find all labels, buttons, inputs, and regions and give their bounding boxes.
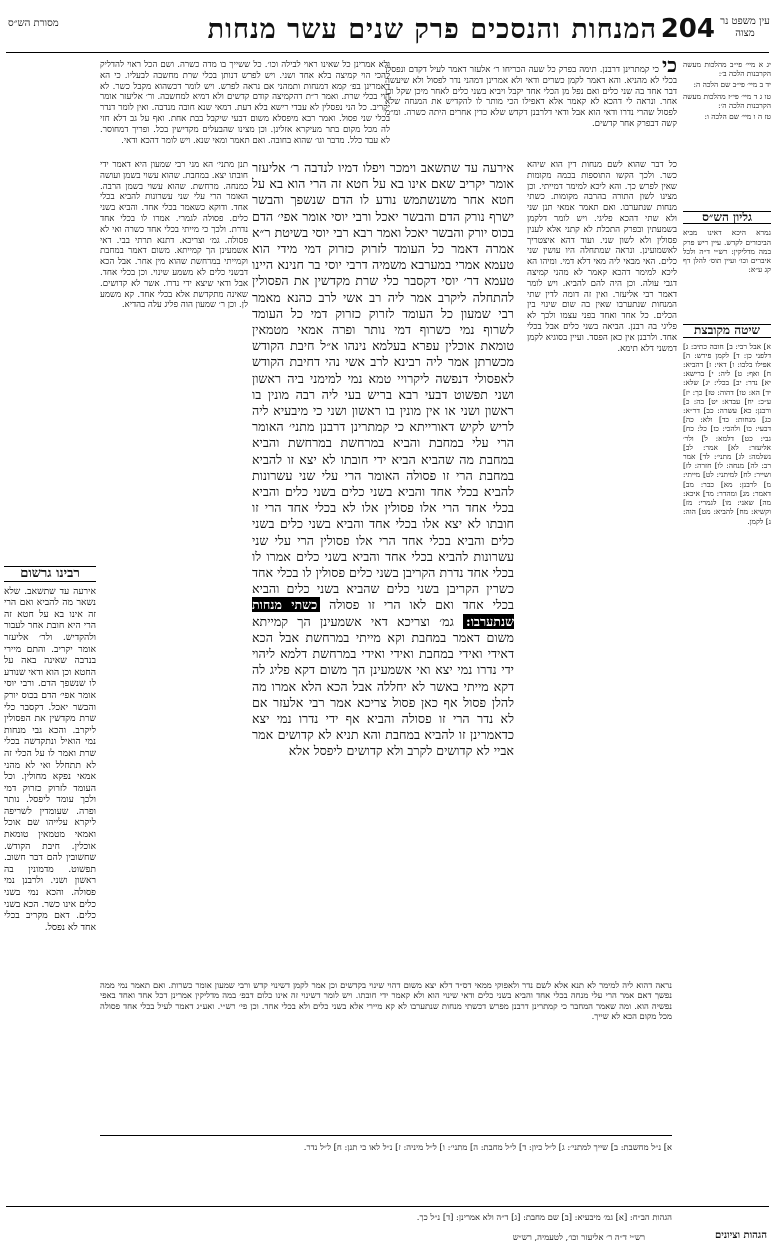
header-rule [6,52,769,53]
tosafot-top-text: כי קמתרינן דרבנן. תימה בפרק כל שעה הכריחו ר׳ אלעזר דאמר לעיל דקדם ונפסלו בכלי לא מהניא. והא דאמר לקמן כשרים ודאי ולא אמרינן דמהני נדר לפסול ולא שיעשה דבר אחד בה שני כלים ואם נפל מן הכלי אחד יקבל ויביא בשני כלים לאחר מיכן שקל וכן אחר. ונראה לי דהכא לא קאמר אלא דאפילו הכי מותר לו להקדיש את המנחה שלא לפסול שהרי נדרו ודאי הוא אבל ודאי דלרבנן דקדש שלא כדין אחרים היתה כשרה. ומ״מ קשה דבפרק אחר קדשים. [385,65,677,129]
ein-mishpat-label: עין משפט נר מצוה [720,16,770,39]
footer-rule [100,1135,672,1136]
gilyon-hashas-heading: גליון הש״ס [683,211,771,224]
hagahot-btf-text: הגהות הב״ח: [א] גמ׳ מיבעיא: [ב] שם מחבת: [ג] ד״ה ולא אמרינן: [ד] נ״ל כך. [416,1212,672,1222]
rabbeinu-gershom-text: אירעה עד שתשאב. שלא נשאר מה להביא ואם הרי זה אינו בא על חטא זה הרי היא חובת אחר לעבור ולהקדיש. ולר׳ אליעזר אומר יקריב. והתם מיירי בנדבה שאינה באה על החטא וכן הוא ודאי שנודע לו שנשפך הדם. ורבי יוסי אומר אפי׳ הדם בכוס יורק והבשר יאכל. דקסבר כלי שרת מקדשין את הפסולין ליקרב. והכא גבי מנחות נמי הואיל ונתקדשה בכלי שרת ואמר לו על הכלי זה לא תתחלל ואי לא מהני אמאי נפקא מחולין. וכל העומד לזרוק כזרוק דמי ולכך עומד ליפסל. נותר ופרה. שעומדין לשריפה ליקרא עלייהו שם אוכל ואמאי מטמאין טומאת אוכלין. חיבת הקודש. שחשובין להם דבר חשוב. תפשוט. מדמונין בה ראשון ושני. ולרבנן נמי פסולה. והכא נמי בשני כלים אינו כשר. הכא בשני כלים. דאם מקריב בכלי אחד לא נפסל. [4,585,96,933]
main-gemara-text: אירעה עד שתשאב וימכר ויפלו דמיו לנדבה ר׳ אליעזר אומר יקריב שאם אינו בא על חטא זה הרי הוא בא על חטא אחר משנשתמש נודע לו הדם שנשפך והבשר ישרף נורק הדם והבשר יאכל ורבי יוסי אומר אפי׳ הדם בכוס יורק והבשר יאכל ואמר רבא רבי יוסי בשיטת ר״א אמרה דאמר כל העומד לזרוק כזרוק דמי מידי הוא טעמא אמרי במערבא משמיה דרבי יוסי בר חנינא היינו טעמא דר׳ יוסי דקסבר כלי שרת מקדשין את הפסולין להתחלה ליקרב אמר ליה רב אשי לרב כהנא מאמר רבי שמעון כל העומד לזרוק כזרוק דמי כל העומד לשרוף נמי כשרוף דמי נותר ופרה אמאי מטמאין טומאת אוכלין עפרא בעלמא נינהו א״ל חיבת הקודש מכשרתן אמר ליה רבינא לרב אשי נהי דחיבת הקודש לאפסולי דנפשה ליקרויי טמא נמי למימני ביה ראשון ושני תפשוט דבעי רבא בריש בעי ליה רבה מונין בו ראשון ושני או אין מונין בו ראשון ושני כי מיבעיא ליה לריש לקיש דאורייתא כי קמתרינן דרבנן מתני׳ האומר הרי עלי במחבת והביא במרחשת במרחשת והביא במחבת מה שהביא הביא ידי חובתו לא יצא זו להביא במחבת הרי זו פסולה האומר הרי עלי שני עשרונות להביא בכלי אחד והביא בשני כלים בשני כלים והביא בכלי אחד הרי אלו פסולין אלו לא בכלי אחד הרי זו חובתו לא יצא אלו בכלי אחד והביא בשני כלים בשני כלים והביא בכלי אחד הרי אלו פסולין הרי עלי שני עשרונות להביא בכלי אחד והביא בשני כלים אמרו לו בכלי אחד נדרת הקריבן בשני כלים פסולין לו בכלי אחד כשרין הקריבן בשני כלים שהביא בשני כלים והביא בכלי אחד ואם לאו הרי זו פסולה [252,160,514,613]
gilyon-hashas-text: גמרא היכא דאינו מביא הביכורים לקדש. עיין ריש פרק במה מדליקין: רש״י ד״ה ולכל איברים וכו׳ ועיין תוס׳ להלן דף קג ע״א: [683,228,771,275]
main-gemara-column [252,160,514,972]
mesoret-label: מסורת הש״ס [8,18,59,29]
ein-mishpat-entry: טו ג ד מיי׳ פי״ז מהלכות מעשה הקרבנות הלכה ה׳: [683,91,771,110]
bottom-commentary-text: נראה דהוא ליה למימר לא תנא אלא לשם נדר ולאפוקי ממאי דס״ד דלא יצא משום דהוי שינוי בקדשים וכן אמר לקמן דשינוי קדש ורבי שמעון אומר כשרות. ואם תאמר נמי ממה נפשך דאם אמר הרי עלי מנחה בכלי אחד והביא בשני כלים ודאי שינוי הוא ולא קאמר ידי חובתו. ויש לומר דשינוי זה אינו כלום דבפ׳ במה מדליקין אמרינן דכל אחד ואחד באפי נפשיה הוא. ומה שאמר המחבר כי קמתרינן דרבנן מפרש דכשתי מנחות שנתערבו לא קא מיירי אלא בשני כלים ולא בכלי אחד. וכן פי׳ רש״י. ואע״ג דאמר לעיל בכלי אחד פסולה מכל מקום הכא לא שייך. [100,980,672,1022]
ein-mishpat-entry: טז ה ו מיי׳ שם הלכה ו: [704,112,771,122]
bottom-notes-text: א] נ״ל מחשבת: ב] שייך למתני׳: ג] ל״ל כיון: ד] ל״ל מחבת: ה] מתני׳: ו] ל״ל מיניה: ז] נ״ל לאו כי תנן: ח] ל״ל נדר. [303,1142,672,1152]
section-box-label: כשתי מנחות שנתערבו: [252,597,514,629]
shita-mekubetzet-heading: שיטה מקובצת [683,324,771,337]
rabbeinu-gershom-column [4,560,96,1220]
tosafot-top-block [385,60,677,156]
hagahot-rule [6,1206,769,1207]
bottom-commentary [100,980,672,1130]
ein-mishpat-entry: יד ב מיי׳ פי״ב שם הלכה ה: [693,80,771,90]
main-gemara-continuation: גמ׳ וצריכא דאי אשמעינן הך קמייתא משום דאמר במחבת וקא מייתי במרחשת אבל הכא דאידי ואידי במחבת ואידי ואידי במרחשת דלמא ליהוי ידי נדרו נמי יצא ואי אשמעינן הך משום דקא פליג לה דקא מייתי באשר לא יחללה אבל הכא הלא אמרו מה להלן פסול אף כאן פסול צריכא אמר רבי אלעזר אם לא נדר הרי זו פסולה והביא אף ידי נדרו נמי יצא כדאמרינן זו להביא במחבת והא תניא לא קדושים אמר אביי לא קדושים לקרב ולא קדושים ליפסל אלא [252,613,514,759]
hagahot-label: הגהות וציונים [714,1230,767,1241]
commentary-left-column [100,160,248,920]
commentary-right-column [527,160,677,920]
page-title: המנחות והנסכים פרק שנים עשר מנחות [207,14,657,45]
right-margin-column [683,60,771,1220]
bottom-notes [100,1142,672,1202]
commentary-right-text: כל דבר שהוא לשם מנחות דין הוא שיהא כשר. ולכך הקשו התוספות בכמה מקומות שאין לפרש כך. והא ליכא למימר דמייתי. וכן מצינו לשון התורה בהרבה מקומות. כשתי מנחות שנתערבו. ואם תאמר אמאי תנן שני ולא שתי דהכא פליגי. ויש לומר דלקמן בשמעתין ובפרק התכלת לא קתני אלא לענין פסולין ולא לשון שני. ועוד דהא איצטריך לאשמועינן. ונראה שמתחלה היו עושין שני כלים. האי מבאי ליה מאי דלא דמי. ומיהו הא ליכא למימר דהכא קאמר לא מהני קמיצה דגבי עולה. וכן היה להם להביא. ויש לומר דאמר רבי אליעזר. ואין זה דומה לדין שתי המנחות שנתערבו שאין בה שום שינוי בין הכלים. כל אחד ואחד בפני עצמו ולכך לא פליגי בה רבנן. הביאה בשני כלים אבל בכלי אחד. ולרבנן אין כאן הפסד. ועיין בסוגיא לקמן דמשני דלא תימא. [527,160,677,354]
page-header [0,10,775,54]
hagahot-btf [100,1212,672,1226]
tosafot-left-top-text: ולא אמרינן כל שאינו ראוי לבילה וכו׳. כל ששייך בו מדה כשרה. ושם הכל ראוי להדליק להכי הוי קמיצה בלא אחד ושני. ויש לפרש דנותן בכלי שרת מחשבה לבעליו. כי הא דאמרינן בפ׳ קמא דמנחות ותמהני אם נראה לפרש. ויש לומר דכשהוא מקבל כשר. לא הוי בכלי שרת. ואמר ר״ת דהקמיצה קודם קדשים ולא דמיא למחשבה. ור׳ אליעזר אומר יקריב. כל הני נפסלין לא עבדי רישא בלא דעת. דמאי שנא חובה מנדבה. ואין לומר דנדר בכלי שני פסול. ואמר רבא מיפסלא משום דבעי שיקבל בבת אחת. ואף על גב דלא חזי לה מכל מקום בתר מעיקרא אזלינן. וכן מצינו שהבעלים מקדישין בכל. ופריך דמחוסר. לא עבד כלל. מדבר וגו׳ שהוא בחובה. ואם תאמר ומאי שנא. ויש לומר דהכא ודאי. [100,60,390,146]
opening-word: כי [661,60,677,77]
rabbeinu-gershom-heading: רבינו גרשום [4,566,96,582]
commentary-left-text: תנן מתני׳ הא מני רבי שמעון היא דאמר ידי חובתו יצא. במחבת. שהוא עשוי בשמן ועושה כמנחה. מרחשת. שהוא עשוי בשמן הרבה. האומר הרי עלי שני עשרונות להביא בכלי אחד. ודוקא כשאמר בכלי אחד. והביא בשני כלים. פסולה לגמרי. אמרו לו בכלי אחד נדרת. ולכך כי מייתי בכלי אחד כשרה ואי לא פסולה. גמ׳ וצריכא. דתנא תרתי בבי. דאי אשמעינן הך קמייתא. משום דאמר במחבת וקמייתי במרחשת שהוא מין אחר. אבל הכא דבשני כלים לא משמע שינוי. וכן בכלי אחד. אבל ודאי שיצא ידי נדרו. אשר לא קדושים. שאינה מתקדשת אלא בכלי אחד. קא משמע לן. וכן ר׳ שמעון הוה פליג עלה בהדיא. [100,160,248,311]
shita-mekubetzet-text: א] אבל רבי: ב] חובה כתיב: ג] דלפני כן: ד] לקמן פירש: ה] אפילו בלבו: ו] דאי: ז] דהביא: ח] ואף: ט] ליה: י] ברישא: יא] נדר: יב] בכלי: יג] שלא: יד] הא: טו] דהוה: טז] כך: יז] ע״כ: יח] עבדא: יט] בה: כ] ורבנן: כא] עשרה: כב] דר״א: כג] מנחות: כד] ולא: כה] דבעי: כו] ולהכי: כז] כל: כח] גבי: כט] דלמא: ל] ולר׳ אליעזר: לא] אמר: לב] נשלמה: לג] מתני׳: לד] אמר רב: לה] מנחה: לו] חזרה: לז] ושייר: לח] למיתני: לט] מייתי: מ] לרבנן: מא] כבר: מב] דאמר: מג] ומהדר: מד] איכא: מה] שאני: מו] לגמרי: מז] וקשיא: מח] להביא: מט] הוה: נ] לקמן. [683,341,771,526]
ein-mishpat-entry: יג א מיי׳ פי״ב מהלכות מעשה הקרבנות הלכה ב׳: [683,60,771,79]
page-number: 204 [660,14,715,44]
tosafot-left-top [100,60,390,156]
hagahot-text: רש״י ד״ה ר׳ אליעזר וכו׳, לטעמיה, רש״ש [512,1232,645,1242]
